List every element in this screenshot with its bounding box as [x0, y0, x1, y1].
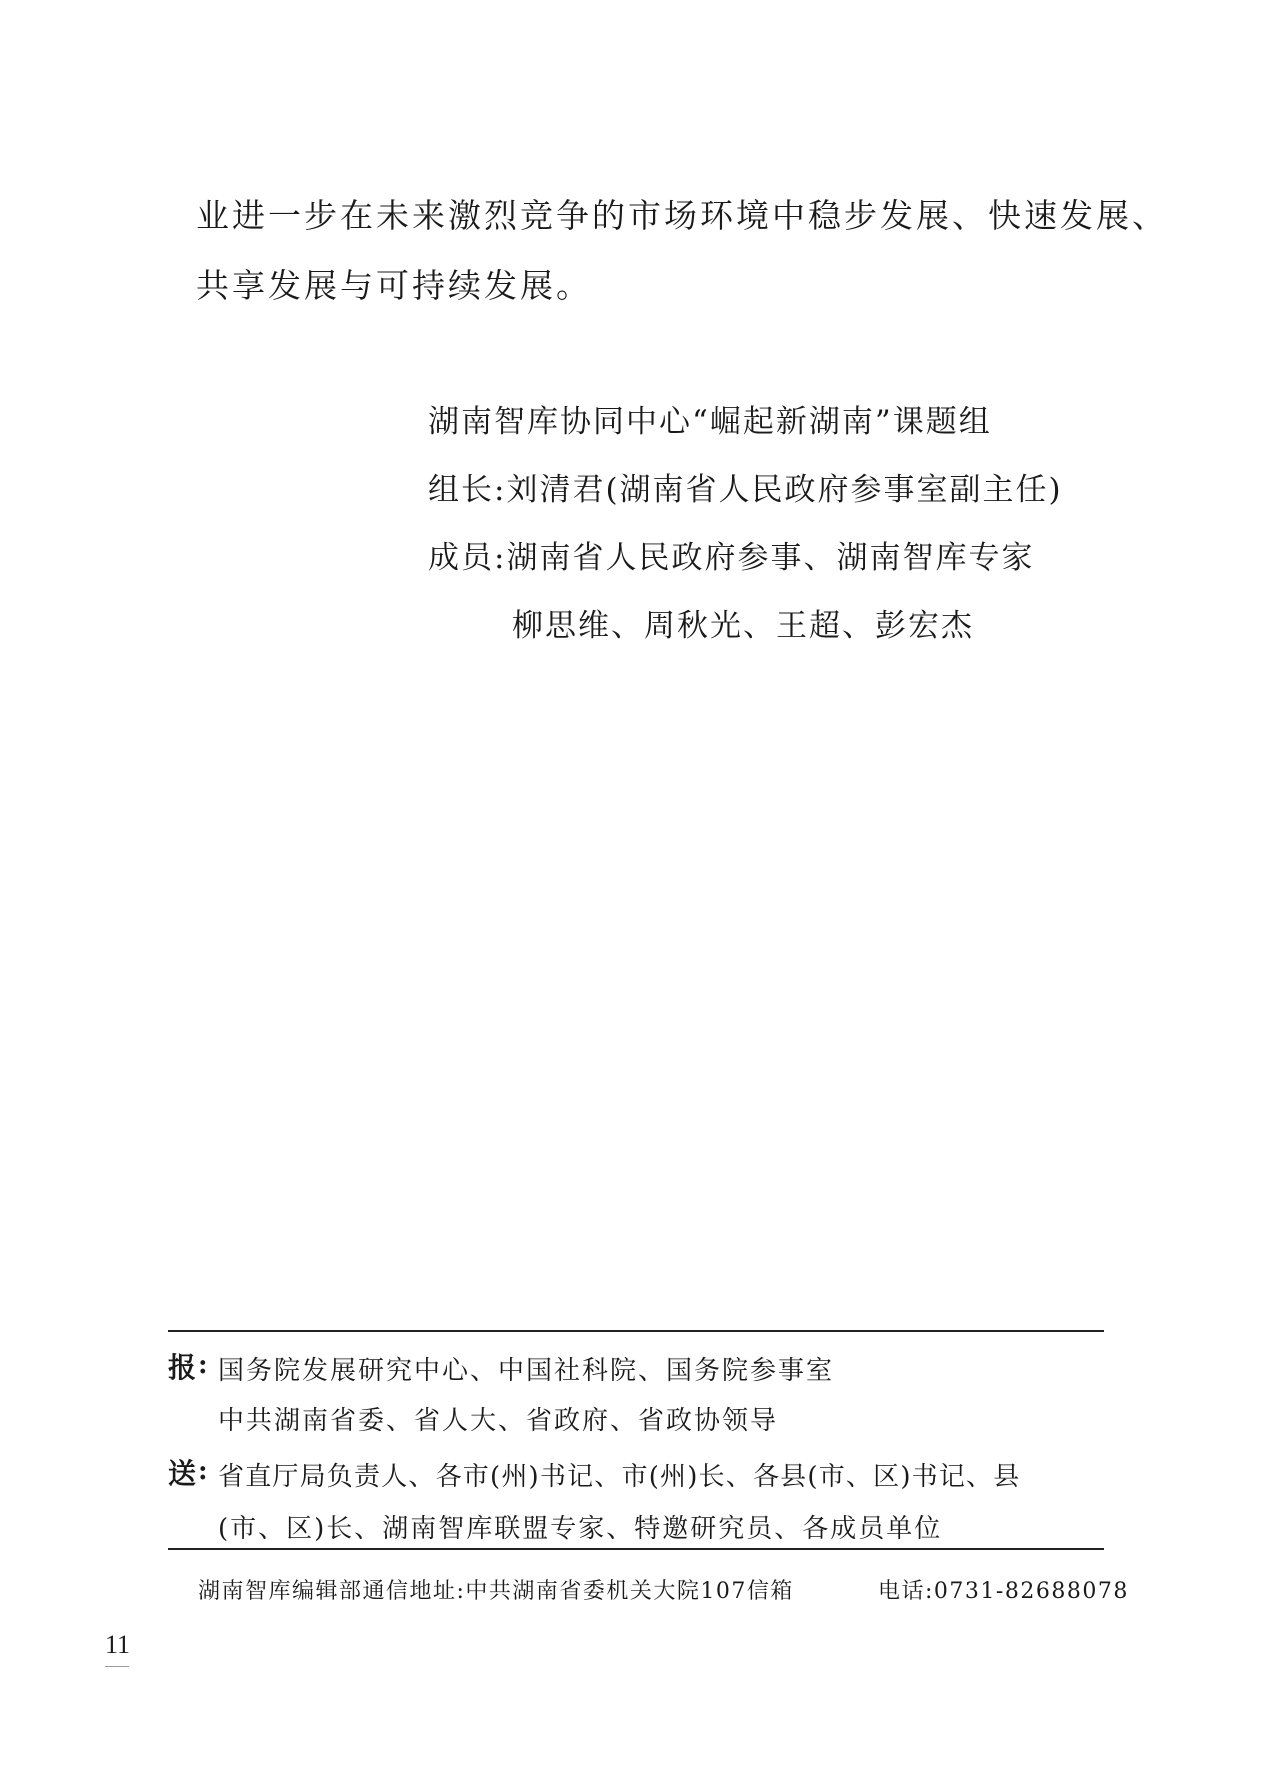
body-text-line-2: 共享发展与可持续发展。 [196, 266, 592, 305]
signature-members-names: 柳思维、周秋光、王超、彭宏杰 [512, 608, 974, 644]
report-colon: : [198, 1350, 208, 1380]
page-number-underline [105, 1666, 129, 1667]
top-divider [168, 1330, 1104, 1332]
body-text-line-1: 业进一步在未来激烈竞争的市场环境中稳步发展、快速发展、 [196, 196, 1168, 235]
report-label: 报 [168, 1351, 197, 1384]
footer-phone: 电话:0731-82688078 [878, 1579, 1129, 1604]
report-line-1: 国务院发展研究中心、中国社科院、国务院参事室 [218, 1356, 835, 1386]
bottom-divider [168, 1548, 1104, 1550]
signature-group: 湖南智库协同中心“崛起新湖南”课题组 [428, 404, 992, 440]
footer-address: 湖南智库编辑部通信地址:中共湖南省委机关大院107信箱 [198, 1579, 794, 1604]
report-line-2: 中共湖南省委、省人大、省政府、省政协领导 [218, 1406, 779, 1436]
signature-members-label: 成员:湖南省人民政府参事、湖南智库专家 [428, 540, 1035, 576]
page-number: 11 [105, 1630, 131, 1659]
send-line-1: 省直厅局负责人、各市(州)书记、市(州)长、各县(市、区)书记、县 [218, 1462, 1021, 1492]
send-label: 送 [168, 1457, 197, 1490]
send-line-2: (市、区)长、湖南智库联盟专家、特邀研究员、各成员单位 [218, 1514, 943, 1544]
send-colon: : [198, 1456, 208, 1486]
signature-leader: 组长:刘清君(湖南省人民政府参事室副主任) [428, 472, 1063, 508]
